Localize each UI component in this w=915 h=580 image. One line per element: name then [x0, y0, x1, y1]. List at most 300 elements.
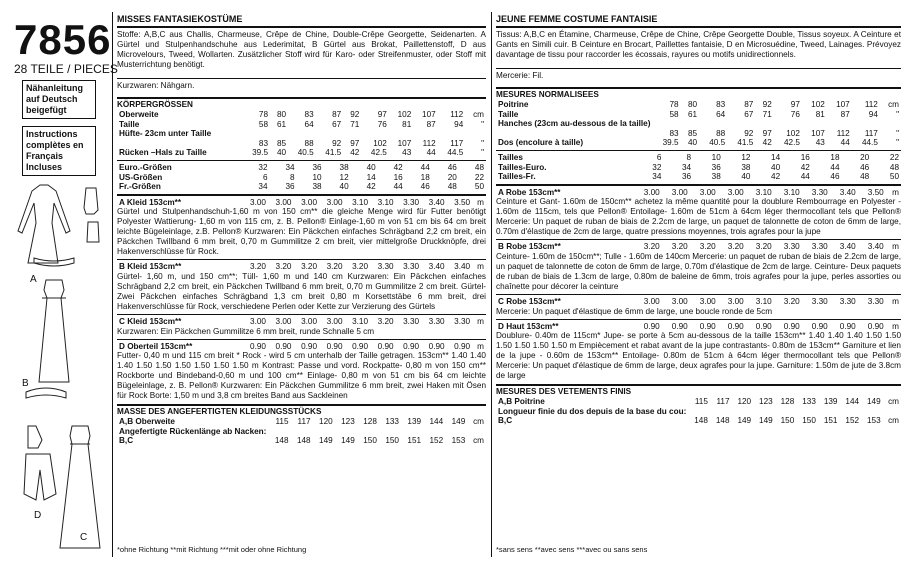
german-view-d-row — [117, 342, 486, 352]
table-cell: m — [477, 197, 484, 207]
table-cell: Hüfte- 23cm unter Taille — [119, 129, 212, 139]
table-cell: 117 — [716, 397, 730, 407]
table-cell: 128 — [363, 417, 377, 427]
table-cell: 36 — [681, 172, 692, 182]
table-cell: 16 — [800, 152, 810, 162]
table-cell: A,B Poitrine — [498, 397, 545, 407]
figure-label-a: A — [30, 274, 37, 285]
table-cell: cm — [888, 100, 899, 109]
table-cell: 44 — [426, 148, 436, 158]
table-cell: cm — [473, 436, 484, 446]
table-row — [496, 129, 901, 139]
table-cell: 0.90 — [671, 321, 688, 331]
table-cell: 80 — [277, 110, 287, 119]
table-cell: 0.90 — [403, 341, 420, 351]
table-cell: 42 — [800, 162, 810, 172]
table-cell: 148 — [694, 416, 708, 426]
table-cell — [802, 119, 827, 129]
table-cell: 149 — [341, 436, 355, 446]
german-notions: Kurzwaren: Nähgarn. — [117, 81, 195, 90]
table-cell: 3.30 — [403, 197, 420, 207]
table-cell: 42 — [762, 138, 772, 148]
table-cell — [775, 407, 797, 417]
table-cell — [496, 129, 652, 139]
table-cell: 44.5 — [861, 138, 878, 148]
table-cell: 40.5 — [709, 138, 726, 148]
table-cell — [467, 427, 486, 437]
table-cell: m — [477, 262, 484, 272]
table-cell: 3.00 — [671, 296, 688, 306]
table-cell: 20 — [860, 152, 870, 162]
german-view-d-text: Futter- 0,40 m und 115 cm breit * Rock - wird 5 cm unterhalb der Taille getragen. 153cm** 1.40 1.40 1.40 1.50 1.50 1.50 1.50 1.50 1.50 m Kontrast: Passe und vord. Rockpatte- 0,80 m von 150 cm** Rockborte und Bindeband-0,60 m und 100 cm** Einlage- 0,80 m von 51 cm bis 64 cm leichte Bügeleinlage, z. B. Pellon® Kurzwaren: Ein Päckchen Gummilitze 6 mm breit, zwei Haken mit Ösen für Rock Borte: 1,50 m und 3,8 cm breites Band aus Sackleinen — [117, 351, 486, 401]
table-cell: 115 — [275, 417, 289, 427]
table-cell — [839, 407, 861, 417]
table-cell: m — [892, 296, 899, 306]
figure-label-b: B — [22, 378, 29, 389]
table-cell: 87 — [332, 110, 342, 119]
table-cell: 112 — [450, 110, 464, 119]
table-row — [117, 417, 486, 427]
table-cell — [242, 129, 270, 139]
table-cell: 34 — [652, 172, 662, 182]
table-cell — [699, 119, 727, 129]
german-title: MISSES FANTASIEKOSTÜME — [117, 14, 243, 24]
table-cell: 42 — [771, 172, 781, 182]
table-cell: 3.50 — [867, 187, 884, 197]
table-cell: 102 — [811, 100, 825, 109]
table-cell: 151 — [407, 436, 422, 446]
table-cell: 0.90 — [783, 321, 800, 331]
table-cell: B Kleid 153cm** — [119, 262, 182, 272]
table-cell: 107 — [397, 138, 412, 148]
table-cell: 92 — [744, 128, 754, 138]
table-cell — [883, 407, 901, 417]
table-cell: 83 — [304, 110, 314, 119]
table-cell — [681, 119, 699, 129]
table-cell: 152 — [845, 416, 860, 426]
table-cell: 48 — [860, 172, 870, 182]
table-cell: 3.00 — [275, 197, 292, 207]
table-row — [117, 163, 486, 173]
table-cell: 83 — [258, 138, 268, 148]
table-cell: 3.40 — [428, 197, 445, 207]
table-cell: 102 — [373, 138, 387, 148]
table-cell: 3.00 — [250, 316, 266, 326]
table-cell: 0.90 — [377, 341, 394, 351]
table-cell: 107 — [422, 110, 436, 119]
german-view-b-row — [117, 262, 486, 272]
table-cell: 18 — [830, 152, 840, 162]
table-cell — [401, 427, 423, 437]
table-cell: 40 — [366, 162, 376, 172]
table-cell — [313, 427, 335, 437]
table-cell: 144 — [429, 417, 444, 427]
table-cell: 0.90 — [250, 341, 266, 351]
table-row — [117, 148, 486, 158]
french-view-d-text: Doublure- 0.40m de 115cm* Jupe- se porte à 5cm au-dessous de la taille 153cm** 1.40 1.40 1.40 1.50 1.50 1.50 1.50 1.50 1.50 m Empiècement et rabat avant de la jupe contrastants- 0.80m de 153cm** Garniture et lien de la jupe - 0.60m de 153cm** Entoilage- 0.80m de 51cm à 64cm léger thermocollant tels que Pellon® Mercerie: Un paquet d'élastique de 6mm de large, deux agrafes pour la jupe. Garniture: 1.50m de jute de 3.8cm de large — [496, 331, 901, 381]
table-cell: cm — [888, 397, 899, 407]
table-cell: 112 — [422, 138, 436, 148]
table-cell: 92 — [762, 100, 772, 109]
table-cell: 71 — [350, 119, 360, 129]
table-cell: 3.20 — [727, 242, 744, 252]
table-cell: 149 — [759, 416, 773, 426]
table-cell: 152 — [429, 436, 444, 446]
table-cell: 22 — [889, 152, 899, 162]
table-cell: 3.00 — [326, 316, 343, 326]
table-cell: 50 — [889, 172, 899, 182]
german-footer: *ohne Richtung **mit Richtung ***mit oder ohne Richtung — [117, 545, 307, 554]
french-view-d-row — [496, 322, 901, 332]
table-cell: Oberweite — [119, 110, 159, 119]
table-cell: cm — [888, 416, 899, 426]
table-cell: 58 — [258, 119, 268, 129]
table-cell: 3.20 — [250, 262, 266, 272]
table-cell: 3.30 — [454, 316, 471, 326]
table-cell: 139 — [407, 417, 422, 427]
table-cell: cm — [473, 417, 484, 427]
table-cell: 3.00 — [643, 187, 660, 197]
table-cell: 46 — [830, 172, 840, 182]
table-cell: 3.30 — [403, 316, 420, 326]
table-cell: 117 — [450, 138, 464, 148]
table-cell: 8 — [686, 152, 692, 162]
table-cell: 133 — [802, 397, 816, 407]
table-cell: 3.20 — [301, 262, 317, 272]
garment-illustrations — [6, 180, 114, 560]
table-cell: Angefertigte Rückenlänge ab Nacken: — [119, 426, 267, 436]
table-cell: 148 — [715, 416, 730, 426]
table-cell: 3.30 — [783, 242, 800, 252]
table-cell: 120 — [319, 417, 333, 427]
table-cell: 76 — [377, 119, 387, 129]
table-cell: 92 — [332, 138, 342, 148]
table-cell: 78 — [258, 110, 268, 119]
table-cell: 46 — [420, 182, 430, 192]
french-notions: Mercerie: Fil. — [496, 71, 544, 80]
table-cell: 107 — [836, 100, 850, 109]
table-cell: 12 — [741, 152, 751, 162]
table-cell: 3.20 — [699, 242, 716, 252]
table-cell: 97 — [350, 138, 360, 148]
table-cell — [827, 119, 852, 129]
table-cell: B,C — [119, 436, 134, 446]
table-cell: 0.90 — [811, 321, 828, 331]
table-cell: 97 — [790, 100, 800, 109]
table-cell: 48 — [447, 182, 457, 192]
table-cell: 85 — [687, 128, 698, 138]
table-row — [117, 262, 486, 272]
table-cell: D Haut 153cm** — [498, 321, 559, 331]
table-cell: Poitrine — [498, 100, 529, 109]
table-cell: Longueur finie du dos depuis de la base du cou: — [498, 406, 687, 416]
german-finished-heading: MASSE DES ANGEFERTIGTEN KLEIDUNGSSTÜCKS — [117, 407, 322, 417]
french-instructions-box: Instructions complètes en Français Incluses — [22, 126, 96, 176]
table-cell — [445, 427, 467, 437]
table-cell: 3.20 — [755, 242, 772, 252]
table-cell — [438, 129, 466, 139]
table-cell: 32 — [258, 162, 268, 172]
table-cell: 16 — [393, 172, 403, 182]
table-cell: 0.90 — [326, 341, 343, 351]
table-cell: 3.30 — [811, 187, 828, 197]
table-cell: 42 — [366, 182, 376, 192]
table-cell: 148 — [296, 436, 311, 446]
table-cell: 0.90 — [643, 321, 660, 331]
table-cell: 3.20 — [326, 262, 343, 272]
table-cell: 44 — [393, 182, 403, 192]
table-cell: 3.30 — [839, 296, 856, 306]
german-size-table — [117, 163, 486, 192]
table-cell: 144 — [845, 397, 860, 407]
table-cell: 44 — [840, 138, 850, 148]
table-cell: 92 — [350, 110, 360, 119]
table-cell: US-Größen — [119, 172, 163, 182]
table-cell: 0.90 — [867, 321, 884, 331]
table-cell: 61 — [687, 109, 698, 119]
table-row — [496, 172, 901, 182]
french-view-b-text: Ceinture- 1.60m de 150cm**; Tulle - 1.60m de 140cm Mercerie: un paquet de ruban de biais de 2.2cm de large, un paquet de talonnette de coton de 6mm de large, 0.70m d'élastique de 2cm de large. Ceinture- Deux paquets de ruban de biais de 1.3cm de large, 0.80m de baleine de 6mm, trois agrafes pour la jupe, perles assorties ou chaînette pour décorer la ceinture — [496, 251, 901, 291]
table-cell: 38 — [312, 182, 322, 192]
table-row — [117, 427, 486, 437]
table-cell — [413, 129, 437, 139]
table-cell: 44.5 — [447, 148, 464, 158]
table-cell: 36 — [711, 162, 721, 172]
table-cell: A Robe 153cm** — [498, 187, 561, 197]
table-cell: 94 — [454, 119, 464, 129]
french-footer: *sans sens **avec sens ***avec ou sans sens — [496, 545, 648, 554]
table-cell: A Kleid 153cm** — [119, 197, 182, 207]
table-row — [117, 139, 486, 149]
table-cell: 40 — [771, 162, 781, 172]
table-cell: 3.00 — [301, 316, 317, 326]
table-row — [117, 182, 486, 192]
table-cell: 6 — [262, 172, 268, 182]
table-row — [496, 163, 901, 173]
table-cell: 117 — [297, 417, 311, 427]
table-cell: 64 — [304, 119, 314, 129]
table-cell: 3.30 — [811, 242, 828, 252]
table-cell: 3.00 — [643, 296, 660, 306]
table-cell: 14 — [366, 172, 376, 182]
table-cell — [357, 427, 379, 437]
table-cell: m — [477, 316, 484, 326]
table-cell: Rücken –Hals zu Taille — [119, 148, 207, 158]
table-cell: 88 — [716, 128, 726, 138]
table-cell: 34 — [285, 162, 295, 172]
table-cell: 46 — [860, 162, 870, 172]
figure-label-c: C — [80, 532, 88, 543]
table-cell: 3.10 — [783, 187, 800, 197]
table-cell: m — [892, 187, 899, 197]
table-cell: B Robe 153cm** — [498, 242, 561, 252]
table-cell: 34 — [258, 182, 268, 192]
table-cell: 41.5 — [737, 138, 754, 148]
german-body-sizes-heading: KÖRPERGRÖSSEN — [117, 100, 193, 109]
table-cell — [389, 129, 413, 139]
table-cell: 3.20 — [783, 296, 800, 306]
table-cell: 3.50 — [454, 197, 471, 207]
table-cell: 3.40 — [839, 242, 856, 252]
table-cell: 3.10 — [755, 187, 772, 197]
table-cell: 40.5 — [297, 148, 314, 158]
table-cell: 14 — [771, 152, 781, 162]
table-cell: 151 — [823, 416, 838, 426]
french-finished-heading: MESURES DES VETEMENTS FINIS — [496, 387, 632, 397]
figure-label-d: D — [34, 510, 42, 521]
table-cell: C Kleid 153cm** — [119, 316, 182, 326]
table-row — [117, 317, 486, 327]
table-cell: 117 — [864, 128, 878, 138]
table-cell: 97 — [762, 128, 772, 138]
table-cell: 150 — [780, 416, 795, 426]
table-cell — [335, 427, 357, 437]
table-row — [496, 138, 901, 148]
table-cell: 3.10 — [352, 197, 369, 207]
table-cell: 34 — [681, 162, 692, 172]
table-cell: 149 — [319, 436, 333, 446]
table-cell: 10 — [312, 172, 322, 182]
table-cell: 42 — [350, 148, 360, 158]
table-cell: 40 — [339, 182, 349, 192]
table-cell: " — [481, 119, 484, 129]
table-cell: 67 — [744, 109, 754, 119]
table-cell: 8 — [289, 172, 295, 182]
table-cell: 6 — [656, 152, 662, 162]
table-cell: 44 — [800, 172, 810, 182]
table-cell — [361, 129, 389, 139]
german-view-a-row — [117, 198, 486, 208]
table-cell — [688, 407, 710, 417]
table-cell: 44 — [830, 162, 840, 172]
table-row — [117, 436, 486, 446]
table-cell: 32 — [652, 162, 662, 172]
table-cell: " — [896, 128, 899, 138]
left-column-divider — [112, 12, 113, 557]
table-cell: 133 — [385, 417, 399, 427]
table-cell: 42 — [393, 162, 403, 172]
german-fabrics: Stoffe: A,B,C aus Challis, Charmeuse, Crêpe de Chine, Double-Crêpe Georgette, Seidenarten. A Gürtel und Stulpenhandschuhe aus Lederimitat, B Gürtel aus Brokat, Paillettenstoff, D aus Microvelours, Tweed, Wollarten. Zusätzlicher Stoff wird für Karo- oder Streifenmuster, oder Stoff mit Musterrichtung benötigt. — [117, 30, 486, 69]
table-cell: D Oberteil 153cm** — [119, 341, 193, 351]
table-cell: " — [896, 109, 899, 119]
pattern-number: 7856 — [14, 16, 112, 63]
table-cell: 150 — [385, 436, 399, 446]
table-cell: 149 — [737, 416, 752, 426]
table-cell: 3.00 — [727, 296, 744, 306]
table-cell — [423, 427, 445, 437]
table-cell — [753, 407, 775, 417]
table-cell — [796, 407, 818, 417]
table-cell: 3.30 — [867, 296, 884, 306]
table-cell: m — [892, 321, 899, 331]
table-cell: 3.40 — [454, 262, 471, 272]
table-cell — [774, 119, 802, 129]
table-row — [117, 198, 486, 208]
table-cell: 3.40 — [867, 242, 884, 252]
table-cell: 78 — [669, 100, 679, 109]
table-cell: 36 — [312, 162, 322, 172]
table-cell — [270, 129, 288, 139]
table-cell: 3.30 — [428, 316, 445, 326]
table-cell: 3.00 — [671, 187, 688, 197]
french-view-c-row — [496, 297, 901, 307]
table-row — [496, 297, 901, 307]
table-cell: 3.00 — [301, 197, 317, 207]
table-cell: 48 — [474, 162, 484, 172]
table-cell: 42.5 — [783, 138, 800, 148]
table-cell: 3.10 — [377, 197, 394, 207]
table-cell: Tailles — [498, 152, 523, 162]
table-cell: 40 — [687, 138, 698, 148]
table-cell: 67 — [332, 119, 342, 129]
table-cell: 153 — [451, 436, 466, 446]
table-cell: 87 — [840, 109, 850, 119]
pieces-count: 28 TEILE / PIECES — [14, 62, 118, 76]
table-cell: 41.5 — [325, 148, 342, 158]
table-cell: 3.30 — [811, 296, 828, 306]
table-cell — [861, 407, 883, 417]
table-cell: 64 — [716, 109, 726, 119]
table-cell: 61 — [277, 119, 287, 129]
german-view-c-row — [117, 317, 486, 327]
table-cell: 112 — [864, 100, 878, 109]
table-cell: 81 — [402, 119, 412, 129]
table-row — [117, 173, 486, 183]
table-cell: Euro.-Größen — [119, 162, 172, 172]
table-cell: 0.90 — [755, 321, 772, 331]
table-cell: cm — [473, 110, 484, 119]
table-cell: 3.00 — [699, 187, 716, 197]
german-view-c-text: Kurzwaren: Ein Päckchen Gummilitze 6 mm breit, runde Schnalle 5 cm — [117, 326, 375, 336]
table-cell: 3.00 — [250, 197, 266, 207]
table-cell: 83 — [669, 128, 679, 138]
table-cell: 80 — [687, 100, 698, 109]
table-cell: 58 — [669, 109, 679, 119]
table-cell: m — [477, 341, 484, 351]
table-cell: 44 — [420, 162, 430, 172]
table-cell: Taille — [119, 119, 140, 129]
french-view-a-text: Ceinture et Gant- 1.60m de 150cm** achetez la même quantité pour la doublure Rembourrage en Polyester - 1.60m de 115cm, tels que Pellon® Entoilage- 1.60m de 51cm à 64cm léger thermocollant tels que Pellon® Mercerie: Un paquet de ruban de biais de 2.2cm de large, un paquet de talonnette de coton de 6mm de large, 0.70m d'élastique de 2cm de large, quatre pressions moyennes, trois agrafes pour la jupe — [496, 197, 901, 237]
table-cell: Taille — [498, 109, 519, 119]
center-column-divider — [491, 12, 492, 557]
table-cell: 3.20 — [352, 262, 369, 272]
table-cell: " — [481, 148, 484, 158]
table-cell: 107 — [811, 128, 825, 138]
table-cell: 120 — [737, 397, 752, 407]
table-row — [496, 416, 901, 426]
table-cell: 0.90 — [454, 341, 471, 351]
table-cell: 0.90 — [727, 321, 744, 331]
table-cell: 40 — [741, 172, 751, 182]
table-cell: 149 — [451, 417, 466, 427]
table-cell: 39.5 — [662, 138, 679, 148]
french-view-a-row — [496, 188, 901, 198]
table-cell: Dos (encolure à taille) — [498, 138, 584, 148]
table-cell: 149 — [867, 397, 881, 407]
table-row — [117, 342, 486, 352]
table-cell: 3.00 — [326, 197, 343, 207]
table-cell: 128 — [780, 397, 795, 407]
table-cell: 43 — [402, 148, 412, 158]
table-row — [117, 129, 486, 139]
table-cell: 3.00 — [699, 296, 716, 306]
table-cell: " — [481, 138, 484, 148]
table-cell: 3.20 — [275, 262, 292, 272]
table-cell — [379, 427, 401, 437]
table-cell: 3.30 — [403, 262, 420, 272]
table-cell — [316, 129, 344, 139]
table-cell: 139 — [823, 397, 838, 407]
